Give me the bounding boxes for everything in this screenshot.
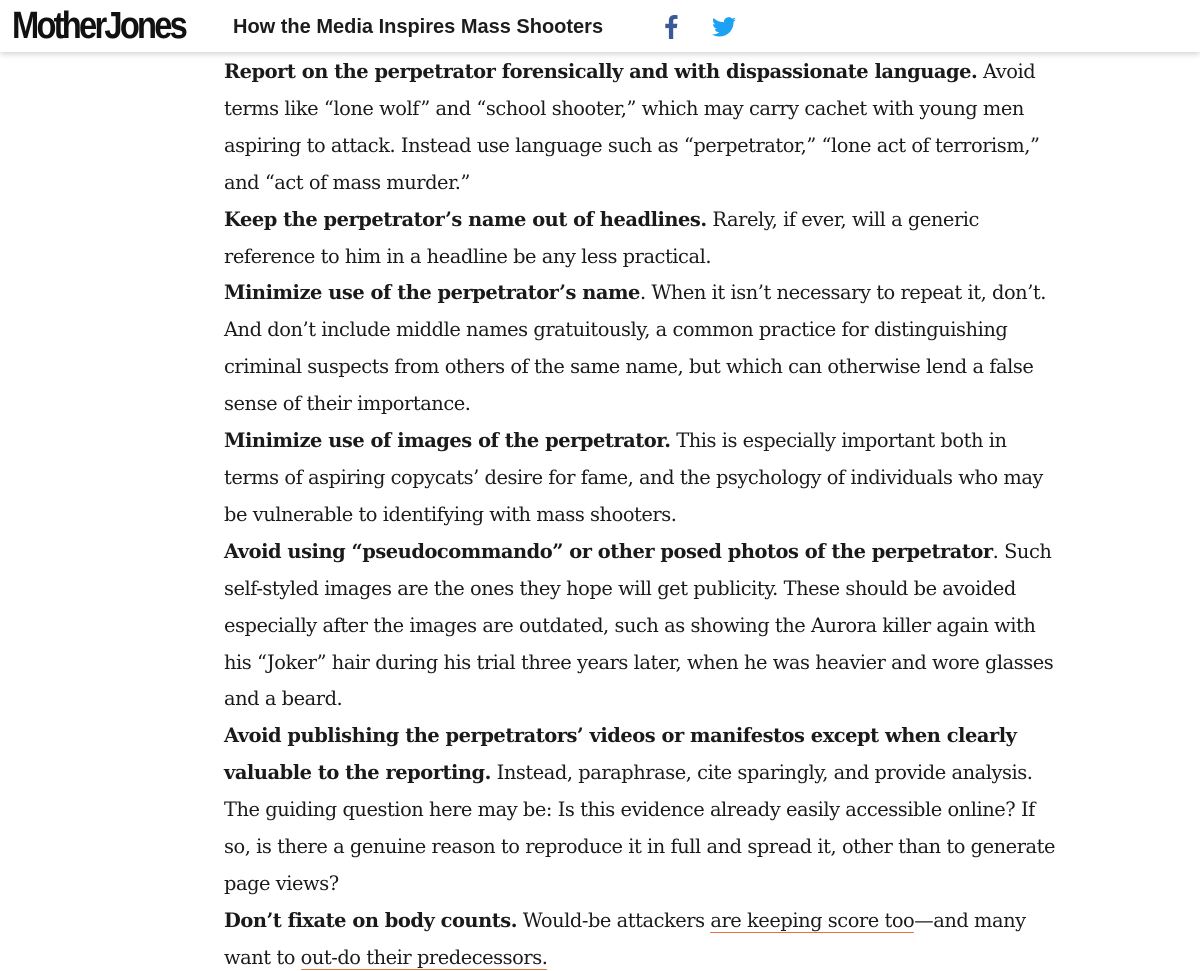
paragraph-lead: Minimize use of the perpetrator’s name [224, 281, 640, 305]
facebook-icon[interactable] [664, 14, 678, 40]
paragraph-text: Would-be attackers [517, 908, 711, 932]
paragraph-text: —and many want to [224, 908, 1026, 969]
top-header-bar [0, 0, 1200, 52]
article-body [224, 54, 1064, 971]
article-headline: How the Media Inspires Mass Shooters [233, 16, 604, 38]
out-do-predecessors-link[interactable]: out-do their predecessors. [300, 945, 548, 969]
paragraph-text: Avoid terms like “lone wolf” and “school shooter,” which may carry cachet with young men aspiring to attack. Instead use language such as “perpetrator,” “lone act of terrorism,” and “act of mass murder.” [224, 60, 1040, 194]
paragraph-text: This is especially important both in terms of aspiring copycats’ desire for fame, and the psychology of individuals who may be vulnerable to identifying with mass shooters. [224, 429, 1043, 526]
paragraph-lead: Avoid publishing the perpetrators’ videos or manifestos except when clearly valuable to the reporting. [224, 724, 1017, 785]
paragraph-lead: Minimize use of images of the perpetrator. [224, 429, 671, 453]
paragraph-text: Instead, paraphrase, cite sparingly, and provide analysis. The guiding question here may be: Is this evidence already easily accessible online? If so, is there a genuine reason to reproduce it in full and spread it, other than to generate page views? [224, 761, 1055, 895]
paragraph-lead: Keep the perpetrator’s name out of headlines. [224, 207, 707, 231]
article-paragraph [224, 718, 1064, 903]
article-paragraph [224, 903, 1064, 971]
article-paragraph [224, 202, 1064, 276]
article-paragraph [224, 275, 1064, 423]
paragraph-lead: Avoid using “pseudocommando” or other posed photos of the perpetrator [224, 539, 993, 563]
keeping-score-link[interactable]: are keeping score too [710, 908, 915, 932]
article-paragraph [224, 54, 1064, 202]
paragraph-text: . When it isn’t necessary to repeat it, don’t. And don’t include middle names gratuitously, a common practice for distinguishing criminal suspects from others of the same name, but which can otherwise lend a false sense of their importance. [224, 281, 1046, 416]
mother-jones-logo[interactable]: MotherJones [12, 5, 186, 47]
paragraph-text: Rarely, if ever, will a generic reference to him in a headline be any less practical. [224, 207, 979, 268]
article-paragraph [224, 423, 1064, 534]
twitter-icon[interactable] [712, 14, 736, 40]
paragraph-text: . Such self-styled images are the ones they hope will get publicity. These should be avoided especially after the images are outdated, such as showing the Aurora killer again with his “Joker” hair during his trial three years later, when he was heavier and wore glasses and a beard. [224, 539, 1054, 711]
article-paragraph [224, 534, 1064, 719]
paragraph-lead: Report on the perpetrator forensically and with dispassionate language. [224, 60, 978, 83]
paragraph-lead: Don’t fixate on body counts. [224, 908, 517, 932]
